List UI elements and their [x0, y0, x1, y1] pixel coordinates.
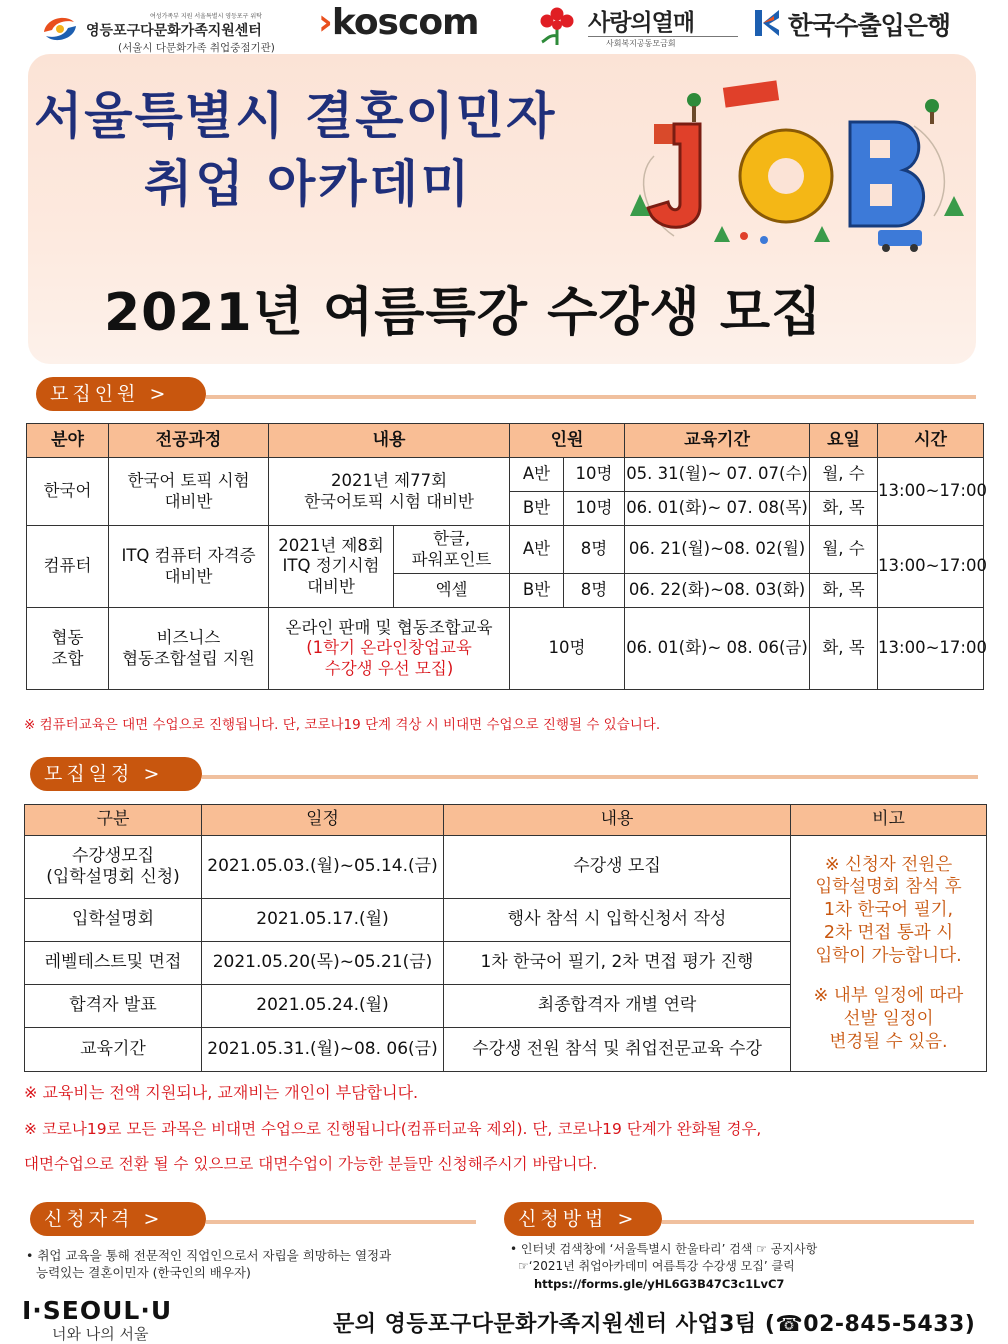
love-fruit-icon: [532, 6, 582, 46]
seoul-logo-sub: 너와 나의 서울: [52, 1325, 149, 1343]
table-row: [27, 526, 984, 574]
schedule-category: 입학설명회: [25, 899, 202, 942]
recruit-section-rule: [206, 395, 976, 399]
coop-content-note: (1학기 온라인창업교육 수강생 우선 모집): [306, 638, 472, 678]
schedule-content: 수강생 전원 참석 및 취업전문교육 수강: [444, 1028, 791, 1072]
coop-field: 협동 조합: [27, 608, 109, 690]
schedule-content: 최종합격자 개별 연락: [444, 985, 791, 1028]
korean-a-days: 월, 수: [810, 458, 878, 492]
method-text-2: ☞‘2021년 취업아카데미 여름특강 수강생 모집’ 클릭: [518, 1259, 795, 1273]
schedule-header-category: 구분: [25, 805, 202, 836]
schedule-note-3: 대면수업으로 전환 될 수 있으므로 대면수업이 가능한 분들만 신청해주시기 바랍니다.: [24, 1155, 598, 1173]
qualification-section-header: [30, 1202, 476, 1236]
org-sub: (서울시 다문화가족 취업중점기관): [118, 42, 275, 54]
org-logo: [40, 8, 310, 52]
schedule-remark-cell: [791, 836, 987, 1072]
method-section-label: 신청방법 >: [504, 1202, 662, 1236]
recruit-header-time: 시간: [878, 424, 984, 458]
computer-course: ITQ 컴퓨터 자격증 대비반: [109, 526, 269, 608]
schedule-remark-2: ※ 내부 일정에 따라 선발 일정이 변경될 수 있음.: [813, 986, 964, 1052]
love-logo-divider: [588, 36, 738, 37]
recruit-section-label: 모집인원 >: [36, 377, 206, 411]
coop-period: 06. 01(화)~ 08. 06(금): [625, 608, 810, 690]
korean-b-count: 10명: [564, 492, 625, 526]
schedule-date: 2021.05.24.(월): [202, 985, 444, 1028]
recruit-header-content: 내용: [269, 424, 510, 458]
banner-subtitle: 2021년 여름특강 수강생 모집: [104, 283, 823, 343]
table-row: [27, 608, 984, 690]
org-seal-icon: [40, 12, 80, 46]
computer-a-period: 06. 21(월)~08. 02(월): [625, 526, 810, 574]
coop-course: 비즈니스 협동조합설립 지원: [109, 608, 269, 690]
korean-time: 13:00~17:00: [878, 458, 984, 526]
schedule-category: 교육기간: [25, 1028, 202, 1072]
korean-a-period: 05. 31(월)~ 07. 07(수): [625, 458, 810, 492]
coop-days: 화, 목: [810, 608, 878, 690]
schedule-header-date: 일정: [202, 805, 444, 836]
table-row: [25, 836, 987, 899]
love-logo-text: 사랑의열매: [588, 10, 695, 36]
korean-course: 한국어 토픽 시험 대비반: [109, 458, 269, 526]
seoul-logo: [22, 1296, 232, 1344]
recruit-header-period: 교육기간: [625, 424, 810, 458]
koscom-text: koscom: [331, 2, 479, 43]
coop-time: 13:00~17:00: [878, 608, 984, 690]
recruit-note: ※ 컴퓨터교육은 대면 수업으로 진행됩니다. 단, 코로나19 단계 격상 시 비대면 수업으로 진행될 수 있습니다.: [24, 717, 661, 733]
schedule-section-header: [30, 757, 978, 791]
org-tiny-text: 여성가족부 지원 서울특별시 영등포구 위탁: [150, 13, 262, 20]
method-section-header: [504, 1202, 974, 1236]
computer-b-subject: 엑셀: [394, 574, 510, 608]
kexim-name: 한국수출입은행: [788, 11, 951, 40]
schedule-header-content: 내용: [444, 805, 791, 836]
schedule-content: 행사 참석 시 입학신청서 작성: [444, 899, 791, 942]
koscom-logo: ›koscom: [318, 2, 479, 43]
computer-a-subject: 한글, 파워포인트: [394, 526, 510, 574]
schedule-note-2: ※ 코로나19로 모든 과목은 비대면 수업으로 진행됩니다(컴퓨터교육 제외). 단, 코로나19 단계가 완화될 경우,: [24, 1120, 762, 1138]
computer-b-count: 8명: [564, 574, 625, 608]
love-logo-sub: 사회복지공동모금회: [606, 39, 676, 48]
title-banner: [28, 54, 976, 364]
love-logo: [588, 4, 748, 48]
schedule-table: [24, 804, 987, 1072]
korean-b-period: 06. 01(화)~ 07. 08(목): [625, 492, 810, 526]
schedule-date: 2021.05.31.(월)~08. 06(금): [202, 1028, 444, 1072]
qualification-section-label: 신청자격 >: [30, 1202, 206, 1236]
schedule-section-label: 모집일정 >: [30, 757, 202, 791]
computer-time: 13:00~17:00: [878, 526, 984, 608]
coop-count: 10명: [510, 608, 625, 690]
schedule-remark-spacer: [791, 967, 986, 985]
schedule-category: 수강생모집 (입학설명회 신청): [25, 836, 202, 899]
schedule-header-remark: 비고: [791, 805, 987, 836]
seoul-logo-text: I·SEOUL·U: [22, 1296, 173, 1325]
recruit-header-course: 전공과정: [109, 424, 269, 458]
schedule-date: 2021.05.20(목)~05.21(금): [202, 942, 444, 985]
table-row: [27, 458, 984, 492]
korean-a-count: 10명: [564, 458, 625, 492]
coop-content-cell: [269, 608, 510, 690]
recruit-header-field: 분야: [27, 424, 109, 458]
qualification-text-1: • 취업 교육을 통해 전문적인 직업인으로서 자립을 희망하는 열정과: [26, 1248, 392, 1263]
banner-title-line2: 취업 아카데미: [144, 155, 473, 213]
schedule-content: 1차 한국어 필기, 2차 면접 평가 진행: [444, 942, 791, 985]
computer-b-class: B반: [510, 574, 564, 608]
computer-field: 컴퓨터: [27, 526, 109, 608]
schedule-remark-1: ※ 신청자 전원은 입학설명회 참석 후 1차 한국어 필기, 2차 면접 통과 시 입학이 가능합니다.: [815, 854, 962, 966]
coop-content: 온라인 판매 및 협동조합교육: [285, 617, 493, 637]
method-section-rule: [662, 1220, 974, 1224]
computer-content: 2021년 제8회 ITQ 정기시험 대비반: [269, 526, 394, 608]
computer-a-count: 8명: [564, 526, 625, 574]
recruit-table: [26, 423, 987, 690]
computer-a-days: 월, 수: [810, 526, 878, 574]
computer-b-days: 화, 목: [810, 574, 878, 608]
schedule-note-1: ※ 교육비는 전액 지원되나, 교재비는 개인이 부담합니다.: [24, 1083, 419, 1102]
korean-b-days: 화, 목: [810, 492, 878, 526]
schedule-header-row: [25, 805, 987, 836]
computer-b-period: 06. 22(화)~08. 03(화): [625, 574, 810, 608]
computer-a-class: A반: [510, 526, 564, 574]
korean-field: 한국어: [27, 458, 109, 526]
kexim-logo: [752, 6, 1008, 46]
schedule-category: 레벨테스트및 면접: [25, 942, 202, 985]
schedule-date: 2021.05.03.(월)~05.14.(금): [202, 836, 444, 899]
job-illustration-icon: [614, 66, 968, 252]
kexim-mark-icon: [752, 8, 782, 38]
recruit-header-row: [27, 424, 984, 458]
schedule-section-rule: [202, 775, 978, 779]
method-url-link[interactable]: https://forms.gle/yHL6G3B47C3c1LvC7: [534, 1277, 785, 1291]
korean-a-class: A반: [510, 458, 564, 492]
qualification-section-rule: [206, 1220, 476, 1224]
recruit-header-count: 인원: [510, 424, 625, 458]
partner-logos: [0, 0, 1008, 56]
contact-info: 문의 영등포구다문화가족지원센터 사업3팀 (☎02-845-5433): [333, 1312, 976, 1337]
banner-title-line1: 서울특별시 결혼이민자: [34, 87, 557, 145]
schedule-date: 2021.05.17.(월): [202, 899, 444, 942]
method-text-1: • 인터넷 검색창에 ‘서울특별시 한울타리’ 검색 ☞ 공지사항: [510, 1242, 818, 1256]
recruit-header-days: 요일: [810, 424, 878, 458]
schedule-content: 수강생 모집: [444, 836, 791, 899]
org-name: 영등포구다문화가족지원센터: [86, 23, 262, 39]
qualification-text-2: 능력있는 결혼이민자 (한국인의 배우자): [36, 1265, 251, 1280]
recruit-section-header: [36, 377, 976, 411]
schedule-category: 합격자 발표: [25, 985, 202, 1028]
korean-b-class: B반: [510, 492, 564, 526]
korean-content: 2021년 제77회 한국어토픽 시험 대비반: [269, 458, 510, 526]
